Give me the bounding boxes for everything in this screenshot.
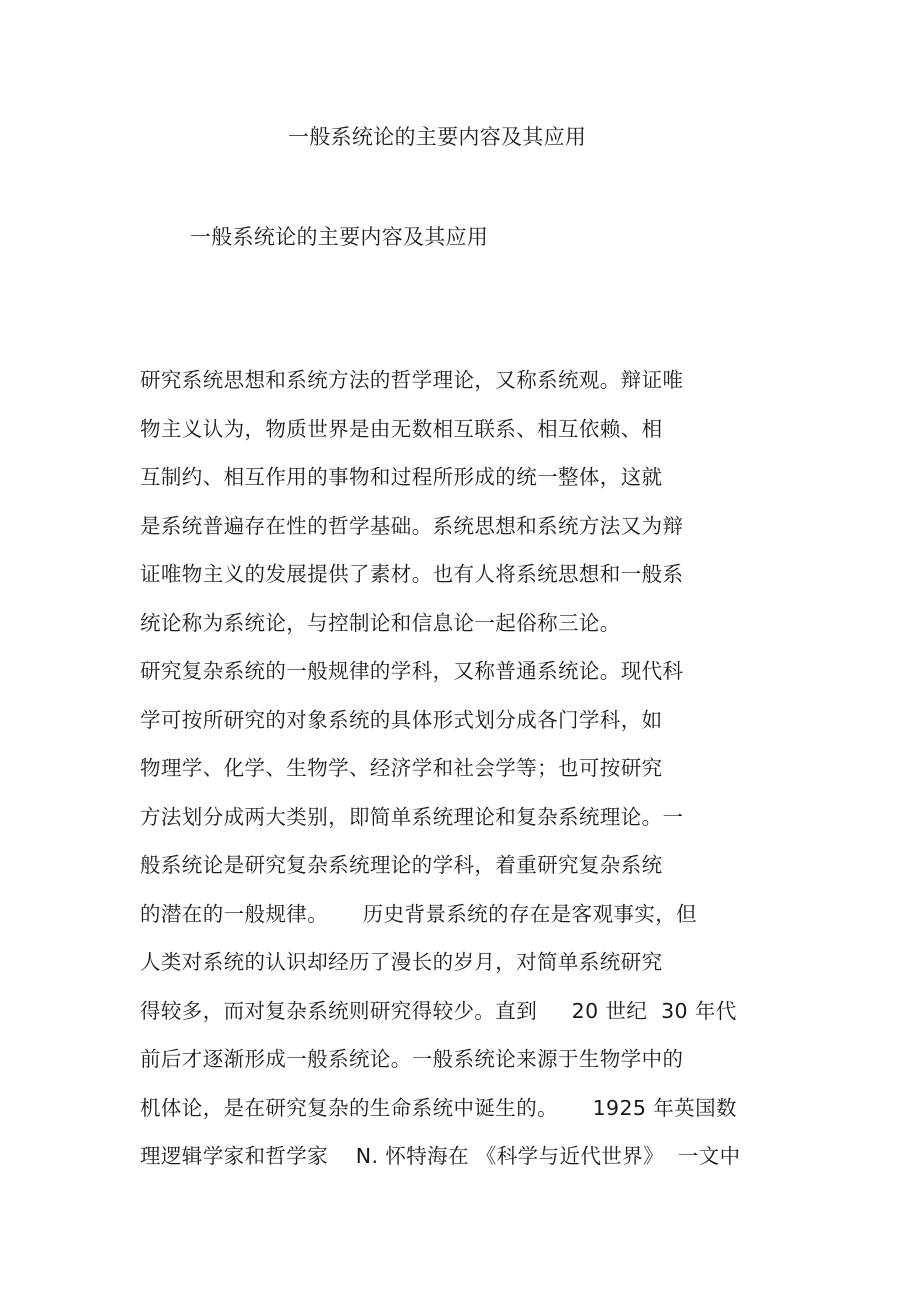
body-line: 人类对系统的认识却经历了漫长的岁月，对简单系统研究 [140,950,663,974]
document-title: 一般系统论的主要内容及其应用 [288,125,587,149]
body-line: 前后才逐渐形成一般系统论。一般系统论来源于生物学中的 [140,1047,684,1071]
body-line: 机体论，是在研究复杂的生命系统中诞生的。 1925 年英国数 [140,1095,737,1120]
body-line: 的潜在的一般规律。 历史背景系统的存在是客观事实，但 [140,901,698,926]
document-body [140,364,790,1189]
body-line: 得较多，而对复杂系统则研究得较少。直到 20 世纪 30 年代 [140,998,737,1023]
body-line: 证唯物主义的发展提供了素材。也有人将系统思想和一般系 [140,562,684,586]
document-subtitle: 一般系统论的主要内容及其应用 [190,225,489,249]
body-line: 研究系统思想和系统方法的哲学理论，又称系统观。辩证唯 [140,368,684,392]
body-line: 物主义认为，物质世界是由无数相互联系、相互依赖、相 [140,416,663,441]
body-line: 方法划分成两大类别，即简单系统理论和复杂系统理论。一 [140,804,684,829]
body-line: 是系统普遍存在性的哲学基础。系统思想和系统方法又为辩 [140,513,684,538]
body-line: 物理学、化学、生物学、经济学和社会学等；也可按研究 [140,756,663,780]
body-line: 理逻辑学家和哲学家 N. 怀特海在 《科学与近代世界》 一文中 [140,1144,741,1168]
body-line: 般系统论是研究复杂系统理论的学科，着重研究复杂系统 [140,853,663,877]
body-line: 研究复杂系统的一般规律的学科，又称普通系统论。现代科 [140,659,684,683]
body-line: 互制约、相互作用的事物和过程所形成的统一整体，这就 [140,465,663,489]
body-line: 统论称为系统论，与控制论和信息论一起俗称三论。 [140,610,621,635]
body-line: 学可按所研究的对象系统的具体形式划分成各门学科，如 [140,707,663,732]
